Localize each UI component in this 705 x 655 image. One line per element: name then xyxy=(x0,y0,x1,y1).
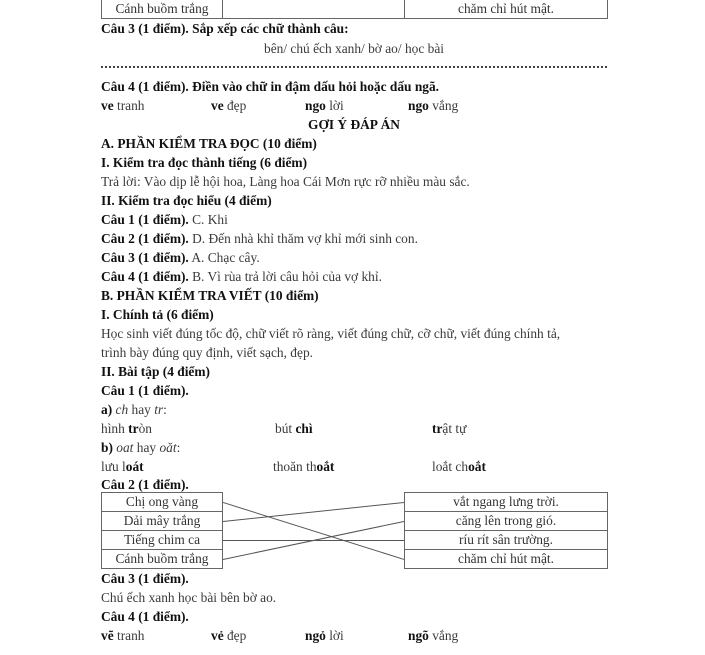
c1a-word: bút chì xyxy=(275,421,313,436)
b1-text-line1: Học sinh viết đúng tốc độ, chữ viết rõ ràng, viết đúng chữ, cỡ chữ, viết đúng chính tả, xyxy=(101,326,561,341)
c1a-words xyxy=(101,420,607,438)
c3-heading: Câu 3 (1 điểm). xyxy=(101,571,189,586)
c1b-words xyxy=(101,458,607,476)
q4-item: ve tranh xyxy=(101,98,145,113)
q4-item: ve đẹp xyxy=(211,98,247,113)
match-right-cell: chăm chỉ hút mật. xyxy=(405,550,608,569)
top-match-table xyxy=(101,0,608,19)
c1b-word: thoăn thoắt xyxy=(273,459,335,474)
c1b-word: lưu loát xyxy=(101,459,144,474)
section-b-heading: B. PHẦN KIỂM TRA VIẾT (10 điểm) xyxy=(101,288,319,303)
match-right-cell: vắt ngang lưng trời. xyxy=(405,493,608,512)
c4-heading: Câu 4 (1 điểm). xyxy=(101,609,189,624)
a1-answer: Trả lời: Vào dịp lễ hội hoa, Làng hoa Cái Mơn rực rỡ nhiều màu sắc. xyxy=(101,174,470,189)
q4-heading: Câu 4 (1 điểm). Điền vào chữ in đậm dấu hỏi hoặc dấu ngã. xyxy=(101,79,440,94)
q4-item: ngo vắng xyxy=(408,98,459,113)
a2-answer: Câu 2 (1 điểm). D. Đến nhà khỉ thăm vợ khỉ mới sinh con. xyxy=(101,231,418,246)
c1-heading: Câu 1 (1 điểm). xyxy=(101,383,189,398)
match-right-cell: ríu rít sân trường. xyxy=(405,531,608,550)
c4-items xyxy=(101,627,607,645)
c1a-word: hình tròn xyxy=(101,421,152,436)
c4-item: ngỏ lời xyxy=(305,628,344,643)
c2-heading: Câu 2 (1 điểm). xyxy=(101,477,189,492)
q3-heading: Câu 3 (1 điểm). Sắp xếp các chữ thành câu: xyxy=(101,21,349,36)
q4-items xyxy=(101,97,607,115)
a1-heading: I. Kiểm tra đọc thành tiếng (6 điểm) xyxy=(101,155,308,170)
section-a-heading: A. PHẦN KIỂM TRA ĐỌC (10 điểm) xyxy=(101,136,317,151)
match-left-cell: Tiếng chim ca xyxy=(102,531,223,550)
a2-heading: II. Kiểm tra đọc hiểu (4 điểm) xyxy=(101,193,272,208)
c2-match-table xyxy=(101,492,608,569)
match-left-cell: Chị ong vàng xyxy=(102,493,223,512)
q3-words: bên/ chú ếch xanh/ bờ ao/ học bài xyxy=(264,41,444,56)
c4-item: vẻ đẹp xyxy=(211,628,247,643)
a2-answer: Câu 1 (1 điểm). C. Khi xyxy=(101,212,228,227)
table-cell-right: chăm chỉ hút mật. xyxy=(405,0,608,19)
q4-item: ngo lời xyxy=(305,98,344,113)
match-connector-cell xyxy=(223,493,405,569)
b1-heading: I. Chính tả (6 điểm) xyxy=(101,307,214,322)
a2-answer: Câu 4 (1 điểm). B. Vì rùa trả lời câu hỏi của vợ khỉ. xyxy=(101,269,382,284)
table-row xyxy=(102,493,608,512)
b2-heading: II. Bài tập (4 điểm) xyxy=(101,364,210,379)
c1a-word: trật tự xyxy=(432,421,467,436)
match-right-cell: căng lên trong gió. xyxy=(405,512,608,531)
c4-item: ngõ vắng xyxy=(408,628,459,643)
table-cell-middle xyxy=(223,0,405,19)
a2-answer: Câu 3 (1 điểm). A. Chạc cây. xyxy=(101,250,260,265)
c1a-prompt: a) ch hay tr: xyxy=(101,402,167,417)
match-left-cell: Cánh buồm trắng xyxy=(102,550,223,569)
c4-item: vẽ tranh xyxy=(101,628,145,643)
table-row xyxy=(102,0,608,19)
answers-title: GỢI Ý ĐÁP ÁN xyxy=(308,117,400,132)
c3-answer: Chú ếch xanh học bài bên bờ ao. xyxy=(101,590,277,605)
answer-dotted-line xyxy=(101,66,607,68)
table-cell-left: Cánh buồm trắng xyxy=(102,0,223,19)
c1b-word: loắt choắt xyxy=(432,459,486,474)
c1b-prompt: b) oat hay oăt: xyxy=(101,440,181,455)
b1-text-line2: trình bày đúng quy định, viết sạch, đẹp. xyxy=(101,345,313,360)
match-left-cell: Dải mây trắng xyxy=(102,512,223,531)
